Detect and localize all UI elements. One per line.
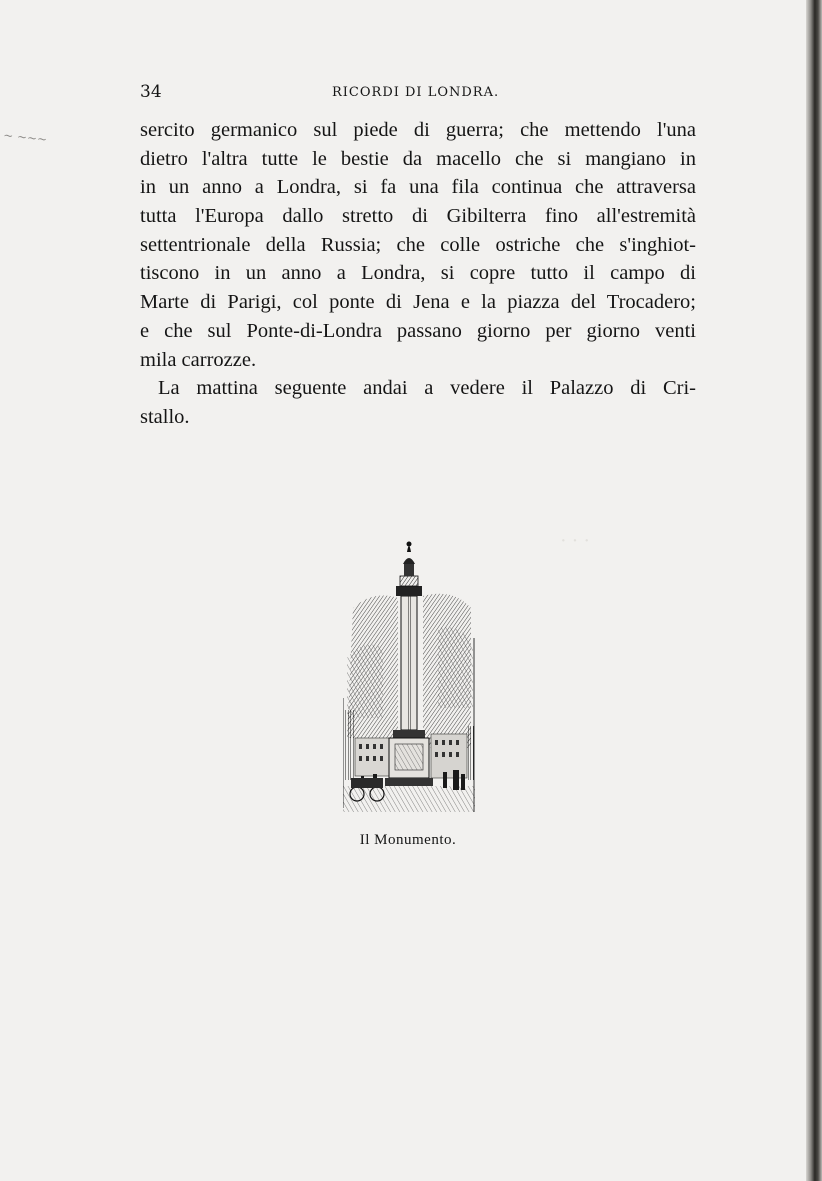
page-binding-edge [806, 0, 822, 1181]
text-line: dietro l'altra tutte le bestie da macello che si mangiano in [140, 147, 696, 170]
text-line: in un anno a Londra, si fa una fila continua che attraversa [140, 176, 696, 199]
page-number: 34 [140, 82, 162, 102]
text-line: mila carrozze. [140, 348, 257, 371]
figure-caption: Il Monumento. [359, 832, 457, 848]
text-line: e che sul Ponte-di-Londra passano giorno per giorno venti [140, 319, 696, 342]
body-text [140, 116, 696, 432]
monument-illustration [343, 538, 475, 812]
marginal-handwriting: ~ ~~~ [2, 128, 48, 147]
text-line: stallo. [140, 405, 190, 428]
text-line: sercito germanico sul piede di guerra; che mettendo l'una [140, 119, 696, 141]
text-line: settentrionale della Russia; che colle ostriche che s'inghiot- [140, 233, 696, 256]
page-header [140, 82, 696, 104]
bleed-through-texture: · · · [560, 530, 590, 552]
running-title: RICORDI DI LONDRA. [332, 85, 500, 100]
text-line: Marte di Parigi, col ponte di Jena e la piazza del Trocadero; [140, 291, 696, 314]
text-line: tutta l'Europa dallo stretto di Gibilterra fino all'estremità [140, 205, 696, 228]
text-line: tiscono in un anno a Londra, si copre tutto il campo di [140, 262, 696, 285]
text-line: La mattina seguente andai a vedere il Palazzo di Cri- [158, 377, 696, 400]
monument-engraving [343, 538, 475, 812]
